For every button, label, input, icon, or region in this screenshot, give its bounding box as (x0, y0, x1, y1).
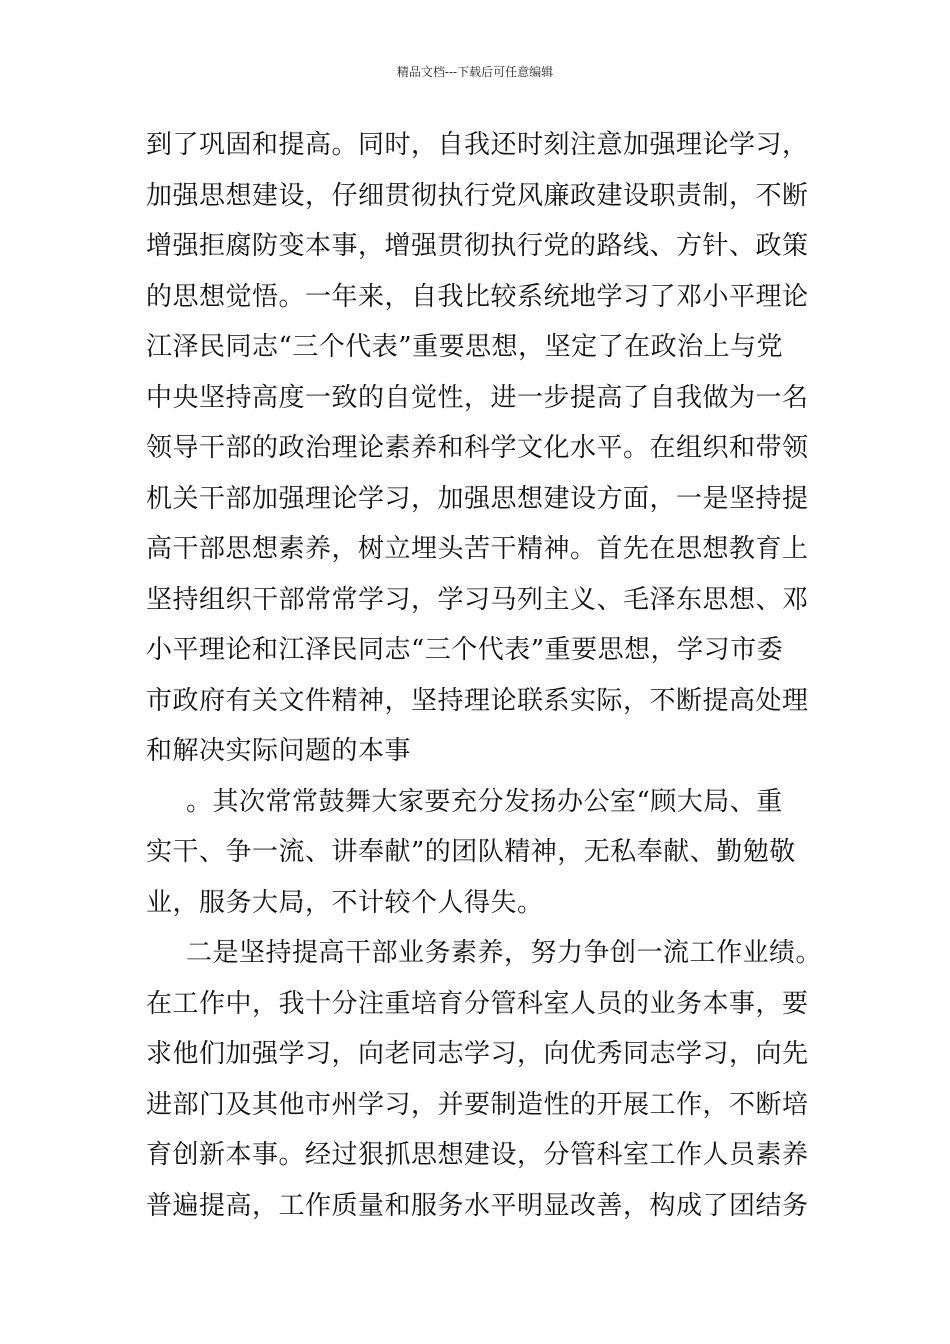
text-line: 市政府有关文件精神，坚持理论联系实际，不断提高处理 (146, 685, 809, 716)
text-line: 机关干部加强理论学习，加强思想建设方面，一是坚持提 (146, 483, 809, 514)
text-line: 增强拒腐防变本事，增强贯彻执行党的路线、方针、政策 (146, 231, 809, 261)
text-line: 和解决实际问题的本事 (146, 736, 412, 766)
text-line: 普遍提高，工作质量和服务水平明显改善，构成了团结务 (146, 1190, 809, 1221)
text-line: 育创新本事。经过狠抓思想建设，分管科室工作人员素养 (146, 1140, 809, 1170)
text-line: 的思想觉悟。一年来，自我比较系统地学习了邓小平理论 (146, 281, 809, 312)
text-line: 二是坚持提高干部业务素养，努力争创一流工作业绩。 (186, 938, 823, 968)
text-line: 业，服务大局，不计较个人得失。 (146, 887, 544, 918)
text-line: 进部门及其他市州学习，并要制造性的开展工作，不断培 (146, 1089, 809, 1120)
text-line: 中央坚持高度一致的自觉性，进一步提高了自我做为一名 (146, 382, 809, 413)
text-line: 坚持组织干部常常学习，学习马列主义、毛泽东思想、邓 (146, 584, 809, 615)
text-line: 到了巩固和提高。同时，自我还时刻注意加强理论学习， (146, 130, 809, 160)
text-line: 高干部思想素养，树立埋头苦干精神。首先在思想教育上 (146, 534, 809, 564)
text-line: 江泽民同志“三个代表”重要思想，坚定了在政治上与党 (146, 332, 784, 362)
page-header: 精品文档---下载后可任意编辑 (396, 65, 554, 79)
text-line: 加强思想建设，仔细贯彻执行党风廉政建设职责制，不断 (146, 180, 809, 211)
text-line: 小平理论和江泽民同志“三个代表”重要思想，学习市委 (146, 635, 784, 665)
text-line: 领导干部的政治理论素养和科学文化水平。在组织和带领 (146, 433, 809, 463)
text-line: 实干、争一流、讲奉献”的团队精神，无私奉献、勤勉敬 (146, 837, 796, 867)
text-line: 。其次常常鼓舞大家要充分发扬办公室“顾大局、重 (186, 786, 783, 817)
text-line: 求他们加强学习，向老同志学习，向优秀同志学习，向先 (146, 1039, 809, 1069)
document-body (146, 120, 846, 1231)
text-line: 在工作中，我十分注重培育分管科室人员的业务本事，要 (146, 988, 809, 1019)
